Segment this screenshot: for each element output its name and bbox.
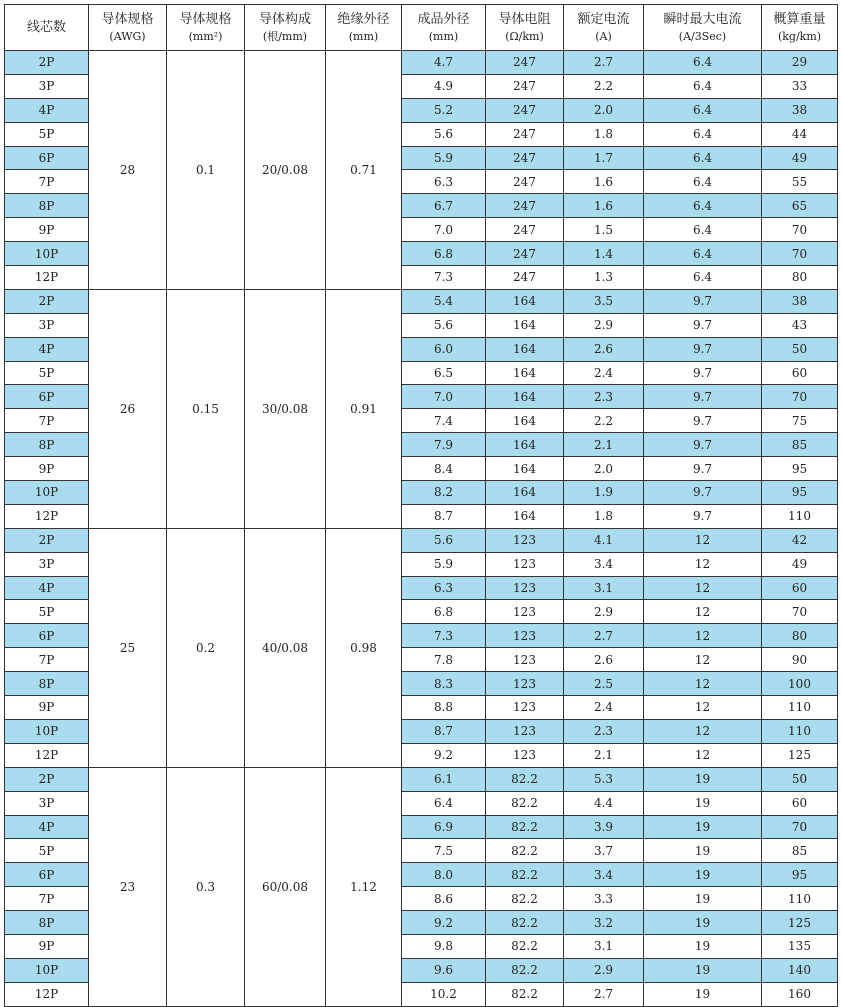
cores-cell: 2P xyxy=(5,289,89,313)
resistance-cell: 247 xyxy=(486,74,564,98)
finished-od-cell: 7.0 xyxy=(402,385,486,409)
peak-current-cell: 9.7 xyxy=(644,313,762,337)
peak-current-cell: 9.7 xyxy=(644,337,762,361)
resistance-cell: 164 xyxy=(486,433,564,457)
resistance-cell: 164 xyxy=(486,361,564,385)
rated-current-cell: 2.5 xyxy=(564,672,644,696)
weight-cell: 110 xyxy=(762,504,838,528)
resistance-cell: 164 xyxy=(486,409,564,433)
header-resistance: 导体电阻 (Ω/km) xyxy=(486,5,564,51)
peak-current-cell: 9.7 xyxy=(644,481,762,505)
weight-cell: 110 xyxy=(762,887,838,911)
finished-od-cell: 6.3 xyxy=(402,576,486,600)
resistance-cell: 123 xyxy=(486,696,564,720)
cores-cell: 8P xyxy=(5,433,89,457)
weight-cell: 60 xyxy=(762,361,838,385)
header-cores: 线芯数 xyxy=(5,5,89,51)
resistance-cell: 164 xyxy=(486,481,564,505)
rated-current-cell: 2.3 xyxy=(564,719,644,743)
rated-current-cell: 2.4 xyxy=(564,361,644,385)
rated-current-cell: 1.8 xyxy=(564,504,644,528)
finished-od-cell: 6.0 xyxy=(402,337,486,361)
rated-current-cell: 1.5 xyxy=(564,218,644,242)
weight-cell: 140 xyxy=(762,958,838,982)
header-insulation-od: 绝缘外径 (mm) xyxy=(326,5,402,51)
resistance-cell: 123 xyxy=(486,719,564,743)
cores-cell: 6P xyxy=(5,863,89,887)
peak-current-cell: 9.7 xyxy=(644,457,762,481)
resistance-cell: 82.2 xyxy=(486,863,564,887)
peak-current-cell: 19 xyxy=(644,839,762,863)
table-body xyxy=(5,51,838,1007)
rated-current-cell: 2.0 xyxy=(564,98,644,122)
rated-current-cell: 3.1 xyxy=(564,576,644,600)
rated-current-cell: 3.5 xyxy=(564,289,644,313)
rated-current-cell: 2.3 xyxy=(564,385,644,409)
cores-cell: 2P xyxy=(5,51,89,75)
resistance-cell: 82.2 xyxy=(486,767,564,791)
resistance-cell: 164 xyxy=(486,313,564,337)
rated-current-cell: 2.6 xyxy=(564,648,644,672)
cores-cell: 4P xyxy=(5,815,89,839)
finished-od-cell: 7.3 xyxy=(402,624,486,648)
weight-cell: 75 xyxy=(762,409,838,433)
weight-cell: 38 xyxy=(762,289,838,313)
finished-od-cell: 7.5 xyxy=(402,839,486,863)
peak-current-cell: 19 xyxy=(644,934,762,958)
peak-current-cell: 6.4 xyxy=(644,74,762,98)
header-row xyxy=(5,5,838,51)
resistance-cell: 82.2 xyxy=(486,839,564,863)
peak-current-cell: 19 xyxy=(644,863,762,887)
construction-cell: 60/0.08 xyxy=(245,767,326,1006)
cores-cell: 12P xyxy=(5,504,89,528)
awg-cell: 26 xyxy=(89,289,167,528)
peak-current-cell: 9.7 xyxy=(644,385,762,409)
weight-cell: 125 xyxy=(762,743,838,767)
finished-od-cell: 9.2 xyxy=(402,743,486,767)
cores-cell: 3P xyxy=(5,791,89,815)
rated-current-cell: 2.9 xyxy=(564,600,644,624)
weight-cell: 95 xyxy=(762,863,838,887)
peak-current-cell: 6.4 xyxy=(644,170,762,194)
weight-cell: 70 xyxy=(762,815,838,839)
cores-cell: 4P xyxy=(5,98,89,122)
weight-cell: 60 xyxy=(762,791,838,815)
weight-cell: 80 xyxy=(762,624,838,648)
rated-current-cell: 2.2 xyxy=(564,74,644,98)
peak-current-cell: 6.4 xyxy=(644,146,762,170)
peak-current-cell: 6.4 xyxy=(644,98,762,122)
peak-current-cell: 6.4 xyxy=(644,194,762,218)
weight-cell: 43 xyxy=(762,313,838,337)
peak-current-cell: 12 xyxy=(644,719,762,743)
cores-cell: 8P xyxy=(5,672,89,696)
cores-cell: 7P xyxy=(5,648,89,672)
finished-od-cell: 8.2 xyxy=(402,481,486,505)
weight-cell: 70 xyxy=(762,218,838,242)
cores-cell: 7P xyxy=(5,409,89,433)
resistance-cell: 164 xyxy=(486,385,564,409)
cores-cell: 12P xyxy=(5,982,89,1006)
resistance-cell: 123 xyxy=(486,600,564,624)
finished-od-cell: 6.8 xyxy=(402,600,486,624)
header-construction: 导体构成 (根/mm) xyxy=(245,5,326,51)
table-row xyxy=(5,528,838,552)
rated-current-cell: 4.4 xyxy=(564,791,644,815)
peak-current-cell: 19 xyxy=(644,982,762,1006)
finished-od-cell: 8.0 xyxy=(402,863,486,887)
header-mm2: 导体规格 (mm²) xyxy=(167,5,245,51)
rated-current-cell: 2.1 xyxy=(564,743,644,767)
weight-cell: 125 xyxy=(762,911,838,935)
weight-cell: 135 xyxy=(762,934,838,958)
weight-cell: 49 xyxy=(762,146,838,170)
finished-od-cell: 8.4 xyxy=(402,457,486,481)
finished-od-cell: 5.6 xyxy=(402,528,486,552)
finished-od-cell: 6.9 xyxy=(402,815,486,839)
header-finished-od: 成品外径 (mm) xyxy=(402,5,486,51)
rated-current-cell: 1.3 xyxy=(564,266,644,290)
cores-cell: 3P xyxy=(5,74,89,98)
rated-current-cell: 2.6 xyxy=(564,337,644,361)
finished-od-cell: 8.7 xyxy=(402,719,486,743)
weight-cell: 70 xyxy=(762,385,838,409)
mm2-cell: 0.1 xyxy=(167,51,245,290)
weight-cell: 38 xyxy=(762,98,838,122)
cores-cell: 10P xyxy=(5,958,89,982)
peak-current-cell: 12 xyxy=(644,528,762,552)
peak-current-cell: 9.7 xyxy=(644,409,762,433)
weight-cell: 95 xyxy=(762,481,838,505)
resistance-cell: 247 xyxy=(486,170,564,194)
cores-cell: 6P xyxy=(5,146,89,170)
rated-current-cell: 3.9 xyxy=(564,815,644,839)
peak-current-cell: 6.4 xyxy=(644,51,762,75)
peak-current-cell: 6.4 xyxy=(644,218,762,242)
peak-current-cell: 12 xyxy=(644,624,762,648)
peak-current-cell: 12 xyxy=(644,672,762,696)
resistance-cell: 123 xyxy=(486,576,564,600)
construction-cell: 30/0.08 xyxy=(245,289,326,528)
rated-current-cell: 2.9 xyxy=(564,313,644,337)
resistance-cell: 247 xyxy=(486,51,564,75)
peak-current-cell: 12 xyxy=(644,743,762,767)
resistance-cell: 82.2 xyxy=(486,934,564,958)
resistance-cell: 82.2 xyxy=(486,815,564,839)
peak-current-cell: 6.4 xyxy=(644,266,762,290)
cores-cell: 5P xyxy=(5,839,89,863)
weight-cell: 100 xyxy=(762,672,838,696)
rated-current-cell: 5.3 xyxy=(564,767,644,791)
finished-od-cell: 9.6 xyxy=(402,958,486,982)
weight-cell: 42 xyxy=(762,528,838,552)
rated-current-cell: 2.7 xyxy=(564,982,644,1006)
cores-cell: 3P xyxy=(5,313,89,337)
mm2-cell: 0.15 xyxy=(167,289,245,528)
cores-cell: 8P xyxy=(5,194,89,218)
cores-cell: 7P xyxy=(5,170,89,194)
cable-spec-table xyxy=(4,4,838,1007)
resistance-cell: 123 xyxy=(486,743,564,767)
weight-cell: 65 xyxy=(762,194,838,218)
cores-cell: 9P xyxy=(5,934,89,958)
finished-od-cell: 5.6 xyxy=(402,313,486,337)
weight-cell: 44 xyxy=(762,122,838,146)
cores-cell: 5P xyxy=(5,361,89,385)
cores-cell: 12P xyxy=(5,266,89,290)
weight-cell: 29 xyxy=(762,51,838,75)
resistance-cell: 247 xyxy=(486,194,564,218)
peak-current-cell: 19 xyxy=(644,958,762,982)
rated-current-cell: 3.2 xyxy=(564,911,644,935)
finished-od-cell: 6.1 xyxy=(402,767,486,791)
finished-od-cell: 6.5 xyxy=(402,361,486,385)
rated-current-cell: 1.4 xyxy=(564,242,644,266)
cores-cell: 4P xyxy=(5,337,89,361)
peak-current-cell: 19 xyxy=(644,911,762,935)
resistance-cell: 82.2 xyxy=(486,911,564,935)
header-rated-current: 额定电流 (A) xyxy=(564,5,644,51)
insulation-od-cell: 1.12 xyxy=(326,767,402,1006)
rated-current-cell: 3.1 xyxy=(564,934,644,958)
peak-current-cell: 19 xyxy=(644,791,762,815)
rated-current-cell: 3.3 xyxy=(564,887,644,911)
peak-current-cell: 9.7 xyxy=(644,361,762,385)
rated-current-cell: 2.1 xyxy=(564,433,644,457)
resistance-cell: 247 xyxy=(486,242,564,266)
rated-current-cell: 2.2 xyxy=(564,409,644,433)
mm2-cell: 0.2 xyxy=(167,528,245,767)
peak-current-cell: 12 xyxy=(644,600,762,624)
weight-cell: 55 xyxy=(762,170,838,194)
header-weight: 概算重量 (kg/km) xyxy=(762,5,838,51)
finished-od-cell: 4.9 xyxy=(402,74,486,98)
finished-od-cell: 5.4 xyxy=(402,289,486,313)
finished-od-cell: 6.4 xyxy=(402,791,486,815)
rated-current-cell: 3.4 xyxy=(564,863,644,887)
finished-od-cell: 9.2 xyxy=(402,911,486,935)
resistance-cell: 123 xyxy=(486,624,564,648)
weight-cell: 50 xyxy=(762,767,838,791)
weight-cell: 80 xyxy=(762,266,838,290)
weight-cell: 50 xyxy=(762,337,838,361)
finished-od-cell: 7.9 xyxy=(402,433,486,457)
finished-od-cell: 8.6 xyxy=(402,887,486,911)
weight-cell: 160 xyxy=(762,982,838,1006)
finished-od-cell: 8.8 xyxy=(402,696,486,720)
peak-current-cell: 6.4 xyxy=(644,122,762,146)
weight-cell: 110 xyxy=(762,696,838,720)
awg-cell: 25 xyxy=(89,528,167,767)
resistance-cell: 164 xyxy=(486,504,564,528)
table-row xyxy=(5,767,838,791)
cores-cell: 10P xyxy=(5,719,89,743)
header-awg: 导体规格 (AWG) xyxy=(89,5,167,51)
weight-cell: 85 xyxy=(762,433,838,457)
resistance-cell: 247 xyxy=(486,266,564,290)
weight-cell: 70 xyxy=(762,600,838,624)
cores-cell: 6P xyxy=(5,385,89,409)
rated-current-cell: 2.0 xyxy=(564,457,644,481)
finished-od-cell: 6.3 xyxy=(402,170,486,194)
cores-cell: 8P xyxy=(5,911,89,935)
rated-current-cell: 2.4 xyxy=(564,696,644,720)
rated-current-cell: 3.4 xyxy=(564,552,644,576)
peak-current-cell: 12 xyxy=(644,696,762,720)
cores-cell: 9P xyxy=(5,218,89,242)
cores-cell: 12P xyxy=(5,743,89,767)
insulation-od-cell: 0.98 xyxy=(326,528,402,767)
rated-current-cell: 2.9 xyxy=(564,958,644,982)
resistance-cell: 247 xyxy=(486,146,564,170)
cores-cell: 9P xyxy=(5,696,89,720)
rated-current-cell: 1.6 xyxy=(564,170,644,194)
weight-cell: 85 xyxy=(762,839,838,863)
rated-current-cell: 2.7 xyxy=(564,624,644,648)
awg-cell: 23 xyxy=(89,767,167,1006)
cores-cell: 5P xyxy=(5,600,89,624)
peak-current-cell: 9.7 xyxy=(644,289,762,313)
weight-cell: 60 xyxy=(762,576,838,600)
finished-od-cell: 5.9 xyxy=(402,552,486,576)
resistance-cell: 164 xyxy=(486,457,564,481)
weight-cell: 70 xyxy=(762,242,838,266)
peak-current-cell: 19 xyxy=(644,767,762,791)
peak-current-cell: 6.4 xyxy=(644,242,762,266)
weight-cell: 33 xyxy=(762,74,838,98)
finished-od-cell: 7.8 xyxy=(402,648,486,672)
peak-current-cell: 12 xyxy=(644,576,762,600)
cores-cell: 7P xyxy=(5,887,89,911)
cores-cell: 10P xyxy=(5,242,89,266)
weight-cell: 90 xyxy=(762,648,838,672)
resistance-cell: 123 xyxy=(486,552,564,576)
insulation-od-cell: 0.71 xyxy=(326,51,402,290)
peak-current-cell: 9.7 xyxy=(644,504,762,528)
rated-current-cell: 3.7 xyxy=(564,839,644,863)
cores-cell: 9P xyxy=(5,457,89,481)
peak-current-cell: 12 xyxy=(644,552,762,576)
peak-current-cell: 19 xyxy=(644,887,762,911)
finished-od-cell: 5.9 xyxy=(402,146,486,170)
resistance-cell: 123 xyxy=(486,528,564,552)
mm2-cell: 0.3 xyxy=(167,767,245,1006)
finished-od-cell: 7.0 xyxy=(402,218,486,242)
finished-od-cell: 7.4 xyxy=(402,409,486,433)
rated-current-cell: 1.9 xyxy=(564,481,644,505)
peak-current-cell: 12 xyxy=(644,648,762,672)
cores-cell: 2P xyxy=(5,767,89,791)
resistance-cell: 82.2 xyxy=(486,791,564,815)
cores-cell: 6P xyxy=(5,624,89,648)
rated-current-cell: 1.6 xyxy=(564,194,644,218)
weight-cell: 95 xyxy=(762,457,838,481)
resistance-cell: 82.2 xyxy=(486,958,564,982)
peak-current-cell: 19 xyxy=(644,815,762,839)
cores-cell: 10P xyxy=(5,481,89,505)
awg-cell: 28 xyxy=(89,51,167,290)
finished-od-cell: 4.7 xyxy=(402,51,486,75)
resistance-cell: 82.2 xyxy=(486,982,564,1006)
construction-cell: 20/0.08 xyxy=(245,51,326,290)
weight-cell: 110 xyxy=(762,719,838,743)
rated-current-cell: 1.8 xyxy=(564,122,644,146)
cores-cell: 5P xyxy=(5,122,89,146)
cores-cell: 2P xyxy=(5,528,89,552)
finished-od-cell: 7.3 xyxy=(402,266,486,290)
rated-current-cell: 4.1 xyxy=(564,528,644,552)
finished-od-cell: 5.2 xyxy=(402,98,486,122)
finished-od-cell: 5.6 xyxy=(402,122,486,146)
resistance-cell: 82.2 xyxy=(486,887,564,911)
finished-od-cell: 6.8 xyxy=(402,242,486,266)
header-peak-current: 瞬时最大电流 (A/3Sec) xyxy=(644,5,762,51)
weight-cell: 49 xyxy=(762,552,838,576)
finished-od-cell: 6.7 xyxy=(402,194,486,218)
rated-current-cell: 2.7 xyxy=(564,51,644,75)
resistance-cell: 247 xyxy=(486,218,564,242)
finished-od-cell: 8.7 xyxy=(402,504,486,528)
resistance-cell: 164 xyxy=(486,289,564,313)
rated-current-cell: 1.7 xyxy=(564,146,644,170)
finished-od-cell: 10.2 xyxy=(402,982,486,1006)
cores-cell: 3P xyxy=(5,552,89,576)
resistance-cell: 123 xyxy=(486,648,564,672)
finished-od-cell: 9.8 xyxy=(402,934,486,958)
peak-current-cell: 9.7 xyxy=(644,433,762,457)
insulation-od-cell: 0.91 xyxy=(326,289,402,528)
construction-cell: 40/0.08 xyxy=(245,528,326,767)
cores-cell: 4P xyxy=(5,576,89,600)
table-row xyxy=(5,289,838,313)
resistance-cell: 164 xyxy=(486,337,564,361)
resistance-cell: 123 xyxy=(486,672,564,696)
table-row xyxy=(5,51,838,75)
resistance-cell: 247 xyxy=(486,122,564,146)
resistance-cell: 247 xyxy=(486,98,564,122)
finished-od-cell: 8.3 xyxy=(402,672,486,696)
